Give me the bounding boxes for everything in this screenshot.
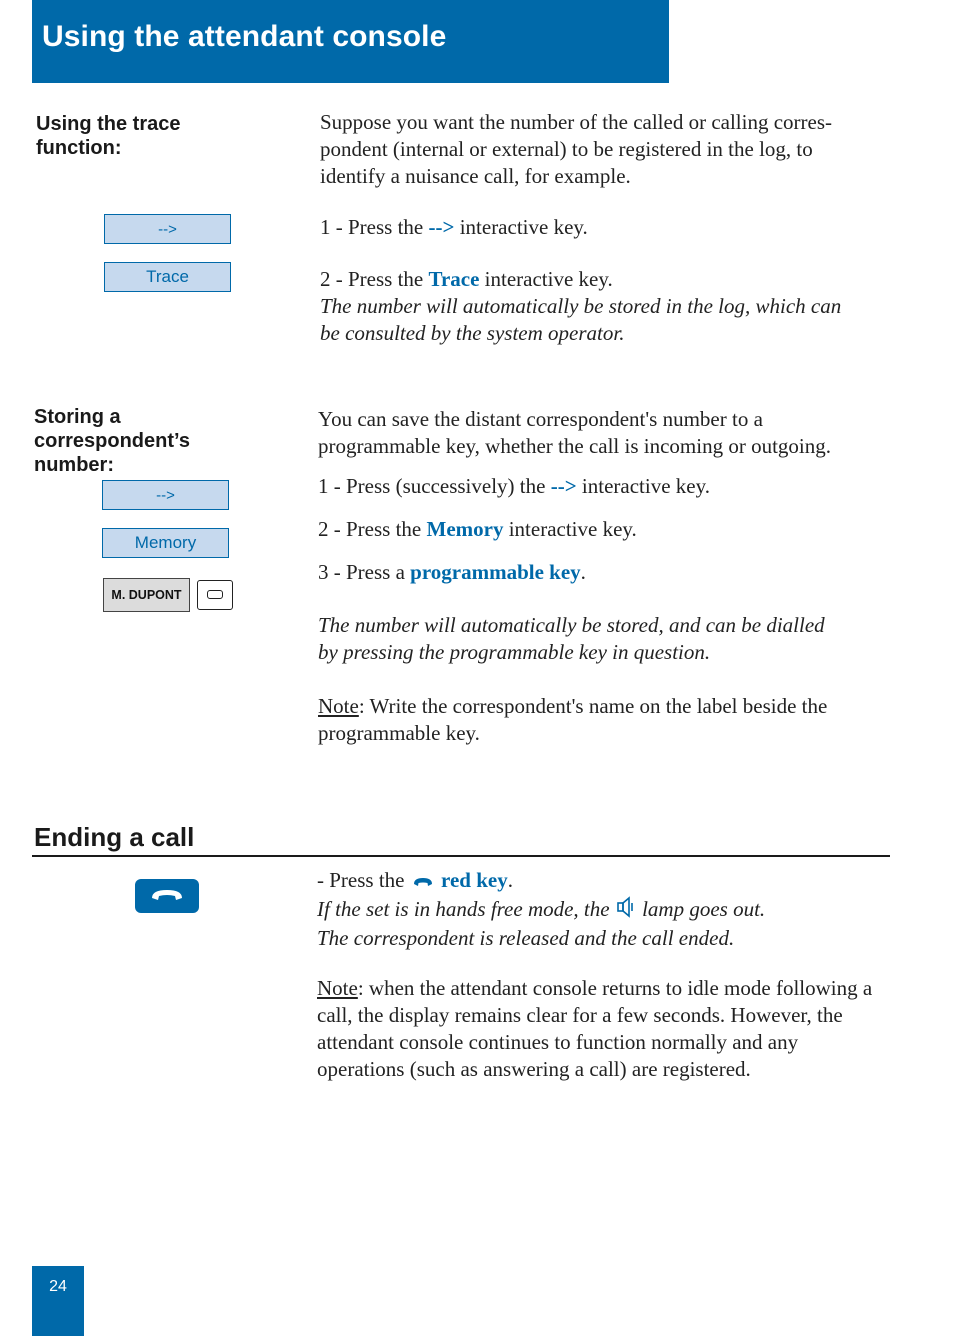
step-text: 3 - Press a <box>318 560 411 584</box>
storing-side-title-line: number: <box>34 454 114 476</box>
text-line: be consulted by the system operator. <box>320 321 625 345</box>
storing-side-title-line: correspondent’s <box>34 430 190 452</box>
memory-interactive-key[interactable] <box>102 528 229 558</box>
note-label: Note <box>317 976 358 1000</box>
trace-side-title <box>36 112 256 160</box>
step-text: 1 - Press (successively) the <box>318 474 551 498</box>
trace-side-title-line: function: <box>36 137 122 159</box>
page-title: Using the attendant console <box>42 20 447 53</box>
trace-intro <box>320 109 832 190</box>
step-key-name: programmable key <box>410 560 581 584</box>
trace-step-1 <box>320 214 588 241</box>
trace-interactive-key[interactable] <box>104 262 231 292</box>
step-key-name: --> <box>550 474 577 498</box>
storing-result <box>318 612 825 666</box>
text-line: operations (such as answering a call) are registered. <box>317 1057 751 1081</box>
page-number-box <box>32 1266 84 1336</box>
storing-step-3 <box>318 559 586 586</box>
step-key-name: Trace <box>428 267 480 291</box>
page-number: 24 <box>49 1278 67 1295</box>
text-line: You can save the distant correspondent's number to a <box>318 407 763 431</box>
header-bar <box>32 0 669 83</box>
programmable-key-icon[interactable] <box>197 580 233 610</box>
section-divider <box>32 855 890 857</box>
text-line: attendant console continues to function normally and any <box>317 1030 799 1054</box>
step-text: 1 - Press the <box>320 215 429 239</box>
step-text: 2 - Press the <box>320 267 429 291</box>
text-line: pondent (internal or external) to be registered in the log, to <box>320 137 813 161</box>
text-line: If the set is in hands free mode, the <box>317 896 615 921</box>
step-key-name: Memory <box>426 517 504 541</box>
storing-step-1 <box>318 473 710 500</box>
text-line: Suppose you want the number of the called or calling corres- <box>320 110 833 134</box>
text-line: : when the attendant console returns to idle mode following a <box>357 976 873 1000</box>
text-line: The correspondent is released and the call ended. <box>317 926 735 951</box>
memory-key-label: Memory <box>134 533 197 552</box>
storing-intro <box>318 406 831 460</box>
note-label: Note <box>318 694 359 718</box>
text-line: : Write the correspondent's name on the label beside the <box>358 694 828 718</box>
red-key-button[interactable] <box>134 878 200 914</box>
text-line: programmable key. <box>318 721 480 745</box>
trace-step-2 <box>320 266 841 347</box>
text-line: call, the display remains clear for a few seconds. However, the <box>317 1003 843 1027</box>
section-title-ending: Ending a call <box>34 822 195 852</box>
arrow-interactive-key[interactable] <box>102 480 229 510</box>
step-text: interactive key. <box>503 517 637 541</box>
text-line: lamp goes out. <box>636 896 766 921</box>
programmable-key-label <box>103 578 190 612</box>
arrow-interactive-key[interactable] <box>104 214 231 244</box>
text-line: by pressing the programmable key in question. <box>318 640 711 664</box>
step-text: - Press the <box>317 868 410 892</box>
text-line: identify a nuisance call, for example. <box>320 164 631 188</box>
storing-side-title <box>34 405 254 477</box>
step-text: interactive key. <box>576 474 710 498</box>
arrow-key-label: --> <box>156 486 175 504</box>
hang-up-handset-icon <box>134 878 200 914</box>
step-text: . <box>507 868 513 892</box>
programmable-key-name: M. DUPONT <box>111 588 182 602</box>
step-text: interactive key. <box>479 267 613 291</box>
step-text: . <box>580 560 586 584</box>
storing-side-title-line: Storing a <box>34 406 121 428</box>
text-line: programmable key, whether the call is incoming or outgoing. <box>318 434 832 458</box>
text-line: The number will automatically be stored, and can be dialled <box>318 613 825 637</box>
text-line: The number will automatically be stored in the log, which can <box>320 294 842 318</box>
step-text: interactive key. <box>454 215 588 239</box>
storing-note <box>318 693 827 747</box>
ending-note <box>317 975 872 1083</box>
red-key-icon <box>410 869 436 896</box>
step-key-name: red key <box>441 868 508 892</box>
step-key-name: --> <box>428 215 455 239</box>
trace-side-title-line: Using the trace <box>36 113 181 135</box>
storing-step-2 <box>318 516 637 543</box>
trace-key-label: Trace <box>146 267 189 286</box>
arrow-key-label: --> <box>158 220 177 238</box>
step-text: 2 - Press the <box>318 517 427 541</box>
ending-instructions <box>317 867 765 952</box>
loudspeaker-icon <box>615 896 637 925</box>
